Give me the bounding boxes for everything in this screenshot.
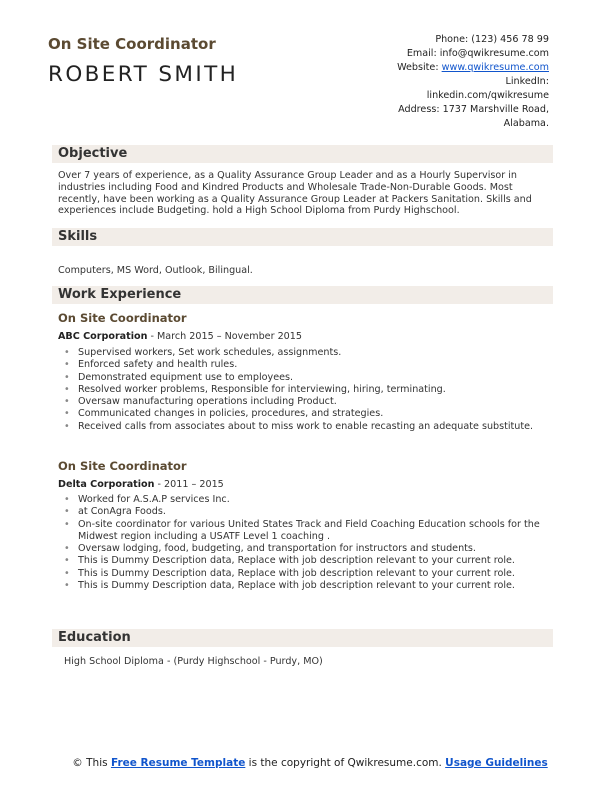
- job-2-dates: - 2011 – 2015: [154, 479, 224, 490]
- list-item: • This is Dummy Description data, Replace with job description relevant to your current role.: [58, 568, 553, 580]
- job-1-dates: - March 2015 – November 2015: [147, 331, 302, 342]
- candidate-name: ROBERT SMITH: [48, 62, 239, 87]
- list-item: • Oversaw lodging, food, budgeting, and transportation for instructors and students.: [58, 543, 553, 555]
- job-1-company-line: [58, 331, 302, 342]
- footer-middle: is the copyright of Qwikresume.com.: [245, 757, 446, 769]
- job-2-company-line: [58, 479, 224, 490]
- list-item: • Received calls from associates about to miss work to enable recasting an adequate substitute.: [58, 421, 553, 433]
- website-link[interactable]: www.qwikresume.com: [441, 62, 549, 73]
- skills-text: Computers, MS Word, Outlook, Bilingual.: [58, 265, 253, 276]
- usage-guidelines-link[interactable]: Usage Guidelines: [445, 757, 548, 769]
- list-item: • Enforced safety and health rules.: [58, 359, 553, 371]
- list-item: • Oversaw manufacturing operations including Product.: [58, 396, 553, 408]
- list-item: • at ConAgra Foods.: [58, 506, 553, 518]
- contact-address-line2: Alabama.: [503, 118, 549, 129]
- list-item: • Communicated changes in policies, procedures, and strategies.: [58, 408, 553, 420]
- list-item: • This is Dummy Description data, Replace with job description relevant to your current role.: [58, 580, 553, 592]
- list-item: • Resolved worker problems, Responsible for interviewing, hiring, terminating.: [58, 384, 553, 396]
- list-item: • Demonstrated equipment use to employees.: [58, 372, 553, 384]
- list-item: • Worked for A.S.A.P services Inc.: [58, 494, 553, 506]
- list-item: • Supervised workers, Set work schedules, assignments.: [58, 347, 553, 359]
- objective-heading: Objective: [52, 145, 553, 163]
- job-1-title: On Site Coordinator: [58, 311, 187, 325]
- contact-website-label: Website:: [397, 62, 442, 73]
- copyright-footer: [60, 756, 560, 770]
- free-resume-template-link[interactable]: Free Resume Template: [110, 757, 246, 769]
- contact-phone: Phone: (123) 456 78 99: [435, 34, 549, 45]
- list-item: • This is Dummy Description data, Replace with job description relevant to your current role.: [58, 555, 553, 567]
- job-1-company: ABC Corporation: [58, 331, 148, 342]
- contact-website: [289, 61, 549, 75]
- skills-heading: Skills: [52, 228, 553, 246]
- contact-linkedin-value: linkedin.com/qwikresume: [426, 90, 549, 101]
- contact-email: Email: info@qwikresume.com: [406, 48, 549, 59]
- work-experience-heading: Work Experience: [52, 286, 553, 304]
- education-heading: Education: [52, 629, 553, 647]
- contact-linkedin-label: LinkedIn:: [505, 76, 549, 87]
- job-2-title: On Site Coordinator: [58, 459, 187, 473]
- objective-text: Over 7 years of experience, as a Quality Assurance Group Leader and as a Hourly Supervisor in industries including Food and Kindred Products and Wholesale Trade-Non-Durable Goods. Most recently, have been working as a Quality Assurance Group Leader at Packers Sanitation. Skills and experiences include Budgeting. hold a High School Diploma from Purdy Highschool.: [58, 170, 532, 217]
- job-2-company: Delta Corporation: [58, 479, 155, 490]
- list-item: • On-site coordinator for various United States Track and Field Coaching Education schools for the Midwest region including a USATF Level 1 coaching .: [58, 519, 553, 544]
- job-1-bullets: [58, 347, 553, 433]
- contact-block: [289, 33, 549, 131]
- footer-prefix: © This: [72, 757, 111, 769]
- resume-job-title: On Site Coordinator: [48, 35, 216, 53]
- education-text: High School Diploma - (Purdy Highschool - Purdy, MO): [64, 656, 323, 667]
- contact-address-line1: Address: 1737 Marshville Road,: [398, 104, 549, 115]
- job-2-bullets: [58, 494, 553, 592]
